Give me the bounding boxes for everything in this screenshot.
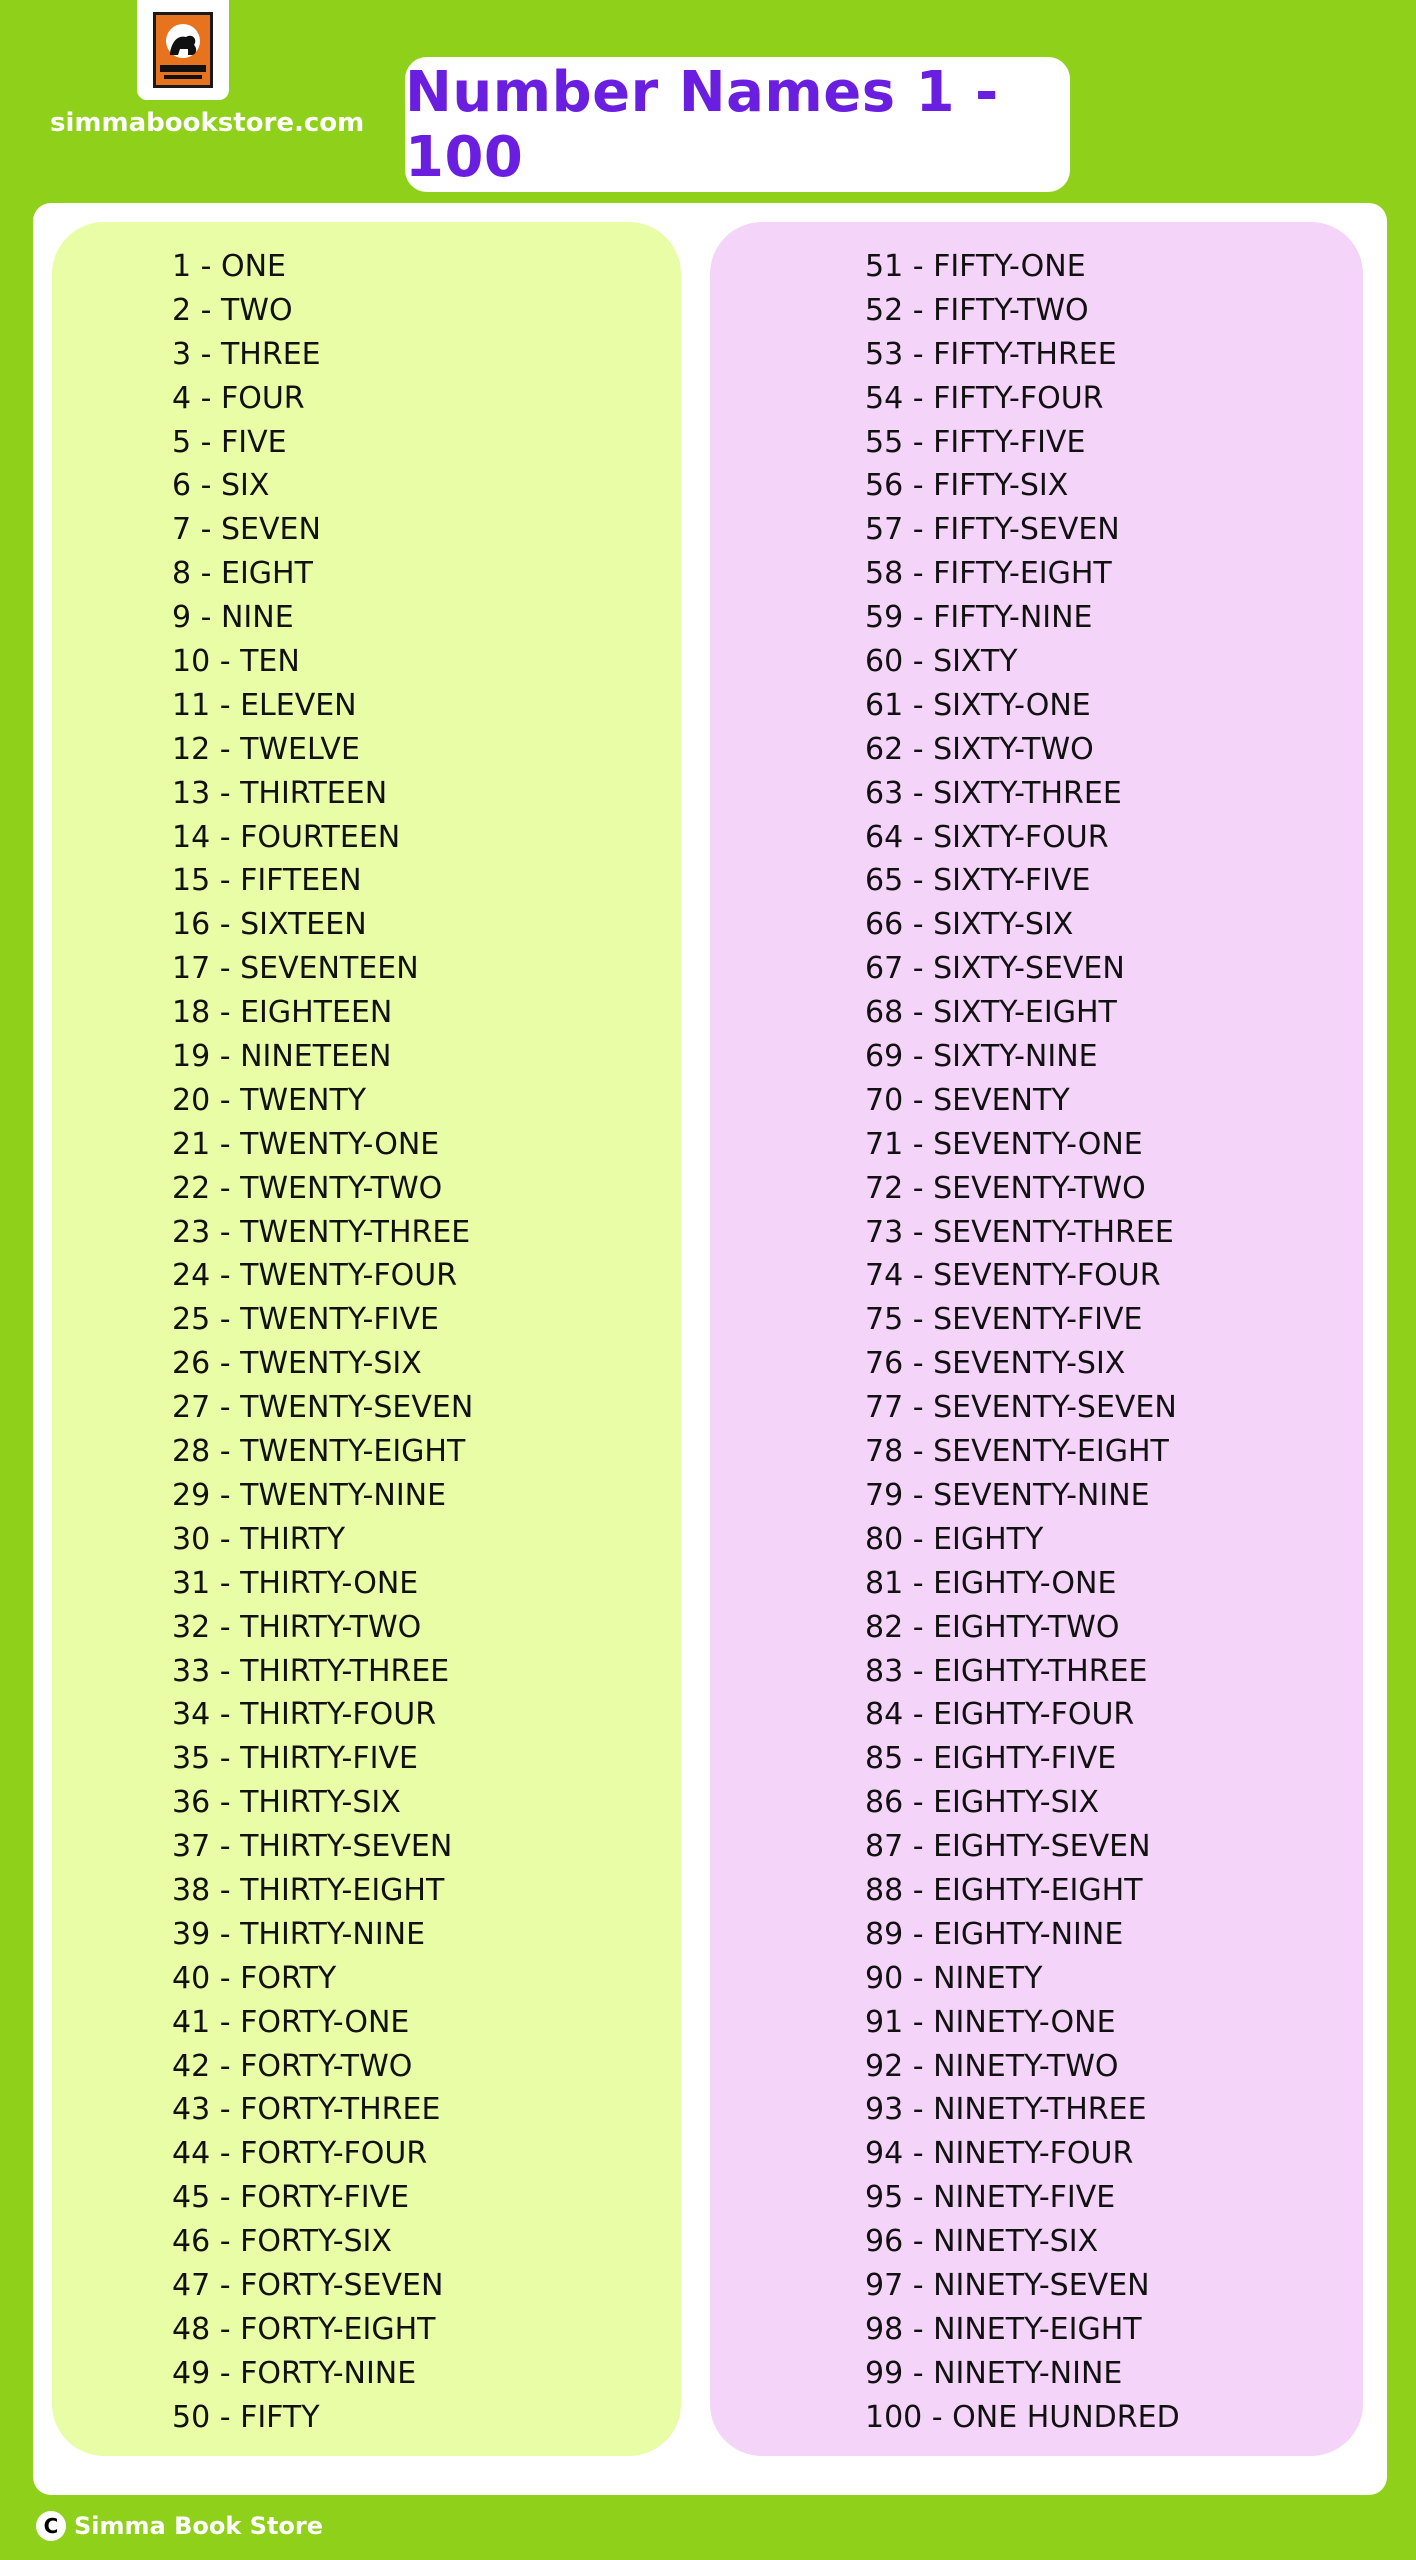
number-name-item: 74 - SEVENTY-FOUR xyxy=(865,1258,1161,1294)
number-name-item: 93 - NINETY-THREE xyxy=(865,2092,1147,2128)
number-name-item: 13 - THIRTEEN xyxy=(172,775,388,811)
number-name-item: 2 - TWO xyxy=(172,292,293,328)
number-name-item: 83 - EIGHTY-THREE xyxy=(865,1653,1148,1689)
number-name-item: 66 - SIXTY-SIX xyxy=(865,907,1074,943)
number-name-item: 19 - NINETEEN xyxy=(172,1039,392,1075)
number-name-item: 98 - NINETY-EIGHT xyxy=(865,2311,1142,2347)
number-name-item: 11 - ELEVEN xyxy=(172,687,357,723)
number-name-item: 7 - SEVEN xyxy=(172,512,321,548)
number-name-item: 45 - FORTY-FIVE xyxy=(172,2180,410,2216)
number-name-item: 97 - NINETY-SEVEN xyxy=(865,2267,1150,2303)
number-name-item: 63 - SIXTY-THREE xyxy=(865,775,1122,811)
number-name-item: 5 - FIVE xyxy=(172,424,287,460)
site-url[interactable]: simmabookstore.com xyxy=(50,108,365,138)
number-name-item: 31 - THIRTY-ONE xyxy=(172,1565,419,1601)
number-name-item: 51 - FIFTY-ONE xyxy=(865,249,1086,284)
number-name-item: 56 - FIFTY-SIX xyxy=(865,468,1069,504)
number-name-item: 89 - EIGHTY-NINE xyxy=(865,1916,1124,1952)
number-name-item: 87 - EIGHTY-SEVEN xyxy=(865,1829,1151,1865)
number-name-item: 55 - FIFTY-FIVE xyxy=(865,424,1086,460)
number-name-item: 49 - FORTY-NINE xyxy=(172,2355,417,2391)
number-name-item: 42 - FORTY-TWO xyxy=(172,2048,413,2084)
number-name-item: 4 - FOUR xyxy=(172,380,305,416)
number-name-item: 67 - SIXTY-SEVEN xyxy=(865,951,1125,987)
number-name-item: 61 - SIXTY-ONE xyxy=(865,687,1091,723)
number-name-item: 70 - SEVENTY xyxy=(865,1082,1070,1118)
number-name-item: 53 - FIFTY-THREE xyxy=(865,336,1117,372)
number-name-item: 14 - FOURTEEN xyxy=(172,819,401,855)
number-name-item: 95 - NINETY-FIVE xyxy=(865,2180,1116,2216)
number-name-item: 75 - SEVENTY-FIVE xyxy=(865,1302,1143,1338)
number-name-item: 16 - SIXTEEN xyxy=(172,907,367,943)
number-name-item: 62 - SIXTY-TWO xyxy=(865,731,1094,767)
number-name-item: 33 - THIRTY-THREE xyxy=(172,1653,450,1689)
number-name-item: 47 - FORTY-SEVEN xyxy=(172,2267,444,2303)
number-name-item: 59 - FIFTY-NINE xyxy=(865,600,1093,636)
footer xyxy=(36,2508,323,2544)
number-name-item: 39 - THIRTY-NINE xyxy=(172,1916,426,1952)
number-name-item: 81 - EIGHTY-ONE xyxy=(865,1565,1117,1601)
lion-logo-icon xyxy=(153,12,213,88)
number-name-item: 20 - TWENTY xyxy=(172,1082,367,1118)
number-name-item: 30 - THIRTY xyxy=(172,1521,346,1557)
number-name-item: 90 - NINETY xyxy=(865,1960,1043,1996)
number-name-item: 23 - TWENTY-THREE xyxy=(172,1214,471,1250)
number-name-item: 37 - THIRTY-SEVEN xyxy=(172,1829,453,1865)
number-name-item: 29 - TWENTY-NINE xyxy=(172,1477,447,1513)
number-name-item: 58 - FIFTY-EIGHT xyxy=(865,556,1112,592)
number-name-item: 3 - THREE xyxy=(172,336,321,372)
left-number-panel xyxy=(52,222,681,2456)
number-name-item: 25 - TWENTY-FIVE xyxy=(172,1302,439,1338)
right-number-panel xyxy=(710,222,1363,2456)
number-name-item: 27 - TWENTY-SEVEN xyxy=(172,1390,474,1426)
number-name-item: 79 - SEVENTY-NINE xyxy=(865,1477,1150,1513)
number-name-item: 65 - SIXTY-FIVE xyxy=(865,863,1091,899)
number-name-item: 6 - SIX xyxy=(172,468,270,504)
number-name-item: 82 - EIGHTY-TWO xyxy=(865,1609,1120,1645)
number-name-item: 1 - ONE xyxy=(172,249,286,284)
number-name-item: 17 - SEVENTEEN xyxy=(172,951,419,987)
number-name-item: 96 - NINETY-SIX xyxy=(865,2224,1099,2260)
number-name-item: 24 - TWENTY-FOUR xyxy=(172,1258,458,1294)
page-title: Number Names 1 - 100 xyxy=(405,59,999,190)
number-name-item: 43 - FORTY-THREE xyxy=(172,2092,441,2128)
number-name-item: 8 - EIGHT xyxy=(172,556,313,592)
number-name-item: 41 - FORTY-ONE xyxy=(172,2004,410,2040)
number-name-item: 54 - FIFTY-FOUR xyxy=(865,380,1104,416)
number-name-item: 34 - THIRTY-FOUR xyxy=(172,1697,437,1733)
number-name-item: 86 - EIGHTY-SIX xyxy=(865,1785,1100,1821)
number-name-item: 32 - THIRTY-TWO xyxy=(172,1609,422,1645)
number-name-item: 35 - THIRTY-FIVE xyxy=(172,1741,418,1777)
number-name-item: 88 - EIGHTY-EIGHT xyxy=(865,1872,1143,1908)
number-name-item: 72 - SEVENTY-TWO xyxy=(865,1170,1146,1206)
number-name-item: 69 - SIXTY-NINE xyxy=(865,1039,1098,1075)
number-name-item: 9 - NINE xyxy=(172,600,294,636)
number-name-item: 91 - NINETY-ONE xyxy=(865,2004,1116,2040)
number-name-item: 92 - NINETY-TWO xyxy=(865,2048,1119,2084)
number-name-item: 84 - EIGHTY-FOUR xyxy=(865,1697,1135,1733)
number-name-item: 48 - FORTY-EIGHT xyxy=(172,2311,436,2347)
number-name-item: 80 - EIGHTY xyxy=(865,1521,1044,1557)
number-name-item: 100 - ONE HUNDRED xyxy=(865,2399,1180,2435)
number-name-item: 46 - FORTY-SIX xyxy=(172,2224,392,2260)
number-name-item: 57 - FIFTY-SEVEN xyxy=(865,512,1120,548)
number-name-item: 18 - EIGHTEEN xyxy=(172,995,393,1031)
number-name-item: 26 - TWENTY-SIX xyxy=(172,1346,422,1382)
number-name-item: 73 - SEVENTY-THREE xyxy=(865,1214,1174,1250)
number-name-item: 44 - FORTY-FOUR xyxy=(172,2136,428,2172)
number-name-item: 12 - TWELVE xyxy=(172,731,360,767)
number-list-1-50 xyxy=(172,245,473,2440)
number-name-item: 94 - NINETY-FOUR xyxy=(865,2136,1134,2172)
number-name-item: 76 - SEVENTY-SIX xyxy=(865,1346,1126,1382)
number-name-item: 22 - TWENTY-TWO xyxy=(172,1170,443,1206)
footer-text: Simma Book Store xyxy=(74,2512,324,2540)
title-box xyxy=(405,57,1070,192)
number-name-item: 15 - FIFTEEN xyxy=(172,863,362,899)
number-name-item: 64 - SIXTY-FOUR xyxy=(865,819,1109,855)
number-name-item: 10 - TEN xyxy=(172,644,300,680)
number-list-51-100 xyxy=(865,245,1180,2440)
copyright-icon: C xyxy=(36,2511,66,2541)
number-name-item: 50 - FIFTY xyxy=(172,2399,320,2435)
number-name-item: 38 - THIRTY-EIGHT xyxy=(172,1872,445,1908)
logo xyxy=(137,0,229,100)
number-name-item: 60 - SIXTY xyxy=(865,644,1018,680)
number-name-item: 21 - TWENTY-ONE xyxy=(172,1126,440,1162)
number-name-item: 78 - SEVENTY-EIGHT xyxy=(865,1434,1169,1470)
number-name-item: 40 - FORTY xyxy=(172,1960,337,1996)
number-name-item: 68 - SIXTY-EIGHT xyxy=(865,995,1117,1031)
number-name-item: 77 - SEVENTY-SEVEN xyxy=(865,1390,1177,1426)
number-name-item: 36 - THIRTY-SIX xyxy=(172,1785,401,1821)
number-name-item: 52 - FIFTY-TWO xyxy=(865,292,1089,328)
number-name-item: 99 - NINETY-NINE xyxy=(865,2355,1123,2391)
number-name-item: 28 - TWENTY-EIGHT xyxy=(172,1434,466,1470)
number-name-item: 71 - SEVENTY-ONE xyxy=(865,1126,1143,1162)
number-name-item: 85 - EIGHTY-FIVE xyxy=(865,1741,1117,1777)
